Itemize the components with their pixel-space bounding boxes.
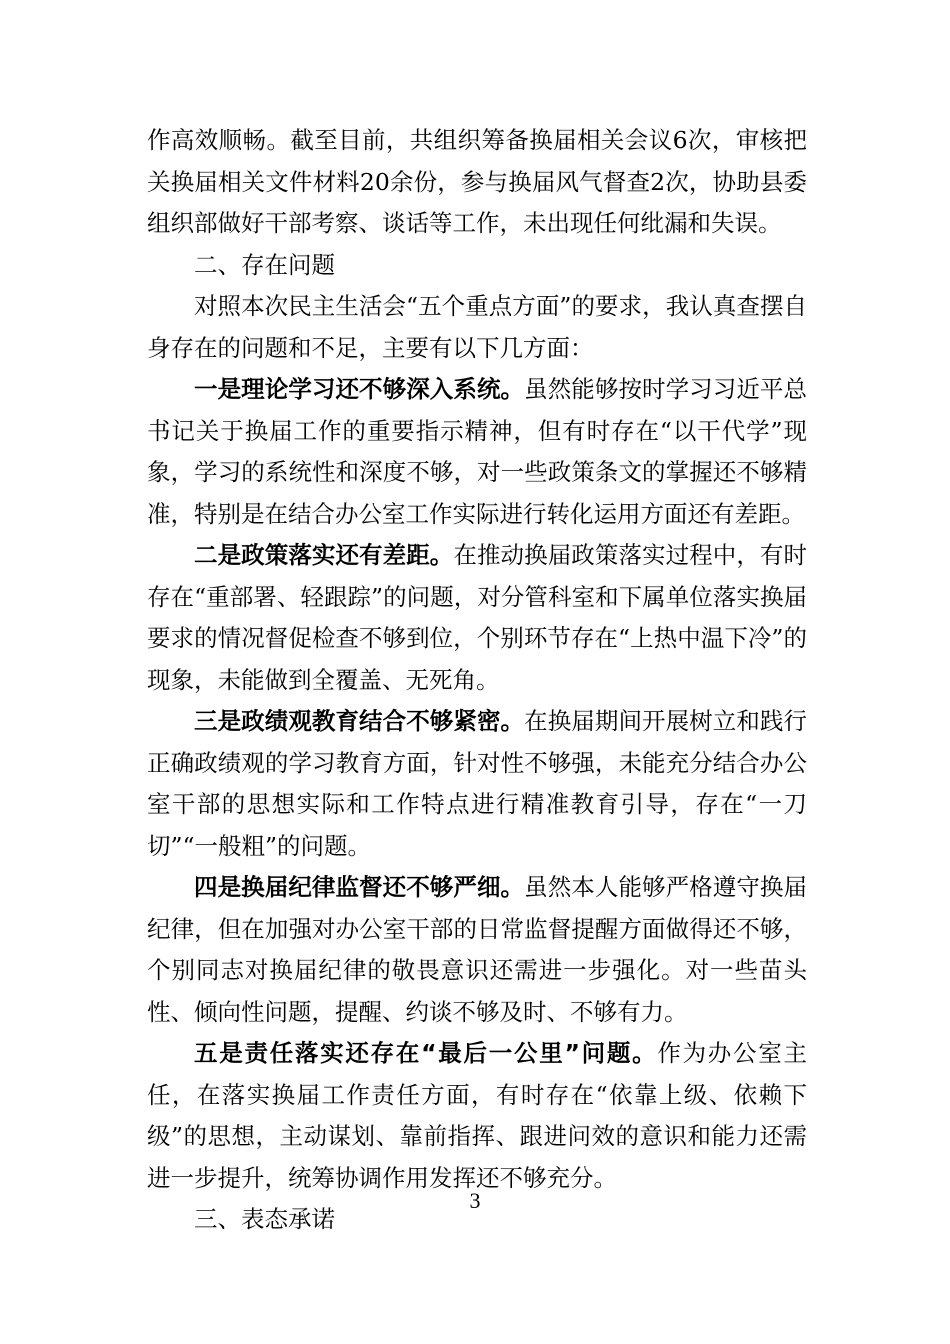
document-body [147,120,807,1241]
issue-paragraph-5 [147,1033,807,1199]
issue-text-4: 虽然本人能够严格遵守换届纪律，但在加强对办公室干部的日常监督提醒方面做得还不够，个别同志对换届纪律的敬畏意识还需进一步强化。对一些苗头性、倾向性问题，提醒、约谈不够及时、不够有力。 [147,873,808,1026]
issue-text-3: 在换届期间开展树立和践行正确政绩观的学习教育方面，针对性不够强，未能充分结合办公室干部的思想实际和工作特点进行精准教育引导，存在“一刀切”“一般粗”的问题。 [147,707,808,860]
issue-text-5: 作为办公室主任，在落实换届工作责任方面，有时存在“依靠上级、依赖下级”的思想，主动谋划、靠前指挥、跟进问效的意识和能力还需进一步提升，统筹协调作用发挥还不够充分。 [147,1039,808,1192]
issue-lead-4: 四是换届纪律监督还不够严细。 [194,873,525,901]
issue-text-2: 在推动换届政策落实过程中，有时存在“重部署、轻跟踪”的问题，对分管科室和下属单位落实换届要求的情况督促检查不够到位，个别环节存在“上热中温下冷”的现象，未能做到全覆盖、无死角。 [147,541,808,694]
section-heading-commitment: 三、表态承诺 [194,1205,335,1233]
intro-paragraph: 作高效顺畅。截至目前，共组织筹备换届相关会议6次，审核把关换届相关文件材料20余份，参与换届风气督查2次，协助县委组织部做好干部考察、谈话等工作，未出现任何纰漏和失误。 [147,126,807,237]
issue-lead-1: 一是理论学习还不够深入系统。 [194,375,525,403]
page-number: 3 [469,1188,481,1213]
section-heading-problems: 二、存在问题 [194,250,335,279]
issue-lead-5: 五是责任落实还存在“最后一公里”问题。 [194,1039,658,1067]
section-intro-paragraph: 对照本次民主生活会“五个重点方面”的要求，我认真查摆自身存在的问题和不足，主要有以下几方面： [147,292,807,362]
issue-paragraph-2 [147,535,807,701]
issue-text-1: 虽然能够按时学习习近平总书记关于换届工作的重要指示精神，但有时存在“以干代学”现象，学习的系统性和深度不够，对一些政策条文的掌握还不够精准，特别是在结合办公室工作实际进行转化运用方面还有差距。 [147,375,808,528]
issue-lead-3: 三是政绩观教育结合不够紧密。 [194,707,525,735]
issue-lead-2: 二是政策落实还有差距。 [194,541,454,569]
issue-paragraph-1 [147,369,807,535]
issue-paragraph-4 [147,867,807,1033]
issue-paragraph-3 [147,701,807,867]
